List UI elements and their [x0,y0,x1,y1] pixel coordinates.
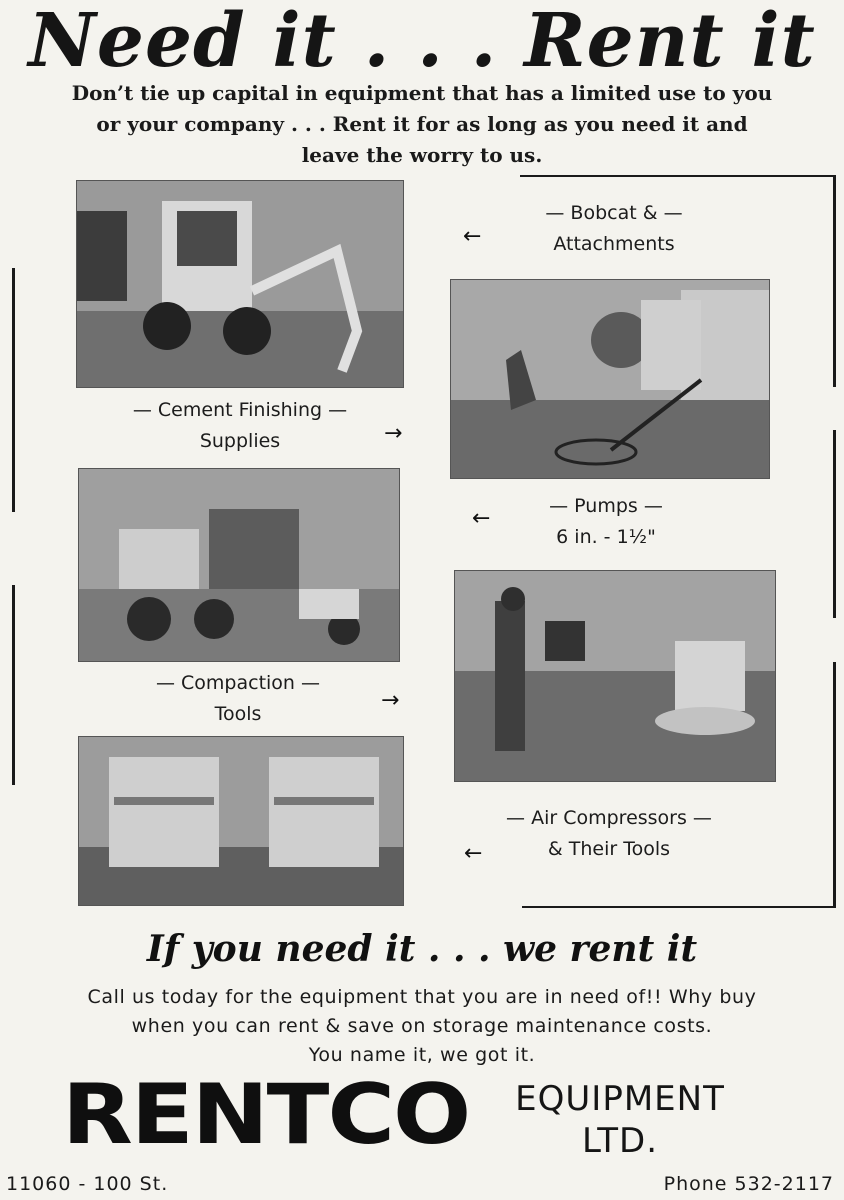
compaction-caption-line-1: — Compaction — [155,672,321,694]
bobcat-caption-line-1: — Bobcat & — [545,202,683,224]
cement-caption-line-1: — Cement Finishing — [132,399,348,421]
intro-line-2: or your company . . . Rent it for as long as you need it and [96,112,748,136]
air-caption-line-2: & Their Tools [547,838,671,860]
call-us-text [10,983,834,1070]
bobcat-caption-line-2: Attachments [553,233,675,255]
intro-line-1: Don’t tie up capital in equipment that has a limited use to you [71,81,773,105]
call-us-line-3: You name it, we got it. [308,1044,536,1066]
left-arrow-icon: ← [472,506,491,531]
left-rule-bottom [12,585,15,785]
company-suffix [500,1078,740,1162]
cement-finishing-photo [450,279,770,479]
call-us-line-1: Call us today for the equipment that you are in need of!! Why buy [87,986,757,1008]
bobcat-caption [516,198,712,260]
right-frame-top [520,175,836,177]
right-frame-bottom [522,906,836,908]
air-caption-line-1: — Air Compressors — [506,807,712,829]
right-frame-side-1 [833,175,836,387]
phone: Phone 532-2117 [663,1173,834,1195]
left-arrow-icon: ← [464,841,483,866]
pumps-caption-line-2: 6 in. - 1½" [556,526,656,548]
cement-caption-line-2: Supplies [199,430,281,452]
call-us-line-2: when you can rent & save on storage maintenance costs. [131,1015,713,1037]
right-frame-side-2 [833,430,836,618]
intro-line-3: leave the worry to us. [301,143,543,167]
right-arrow-icon: → [381,688,400,713]
air-compressors-photo [78,736,404,906]
company-suffix-line-2: LTD. [581,1121,659,1161]
bobcat-photo [76,180,404,388]
intro-text [30,78,814,171]
pumps-caption-line-1: — Pumps — [549,495,663,517]
right-frame-side-3 [833,662,836,908]
slogan: If you need it . . . we rent it [146,928,698,970]
compaction-caption [128,668,348,730]
pumps-caption [526,491,686,553]
compaction-photo [454,570,776,782]
right-arrow-icon: → [384,421,403,446]
pumps-photo [78,468,400,662]
air-compressors-caption [478,803,740,865]
left-arrow-icon: ← [463,224,482,249]
address: 11060 - 100 St. [6,1173,169,1195]
left-rule-top [12,268,15,512]
compaction-caption-line-2: Tools [214,703,262,725]
company-suffix-line-1: EQUIPMENT [515,1079,725,1119]
cement-caption [100,395,380,457]
rentco-logo: RENTCO [62,1066,470,1163]
headline: Need it . . . Rent it [28,0,816,84]
